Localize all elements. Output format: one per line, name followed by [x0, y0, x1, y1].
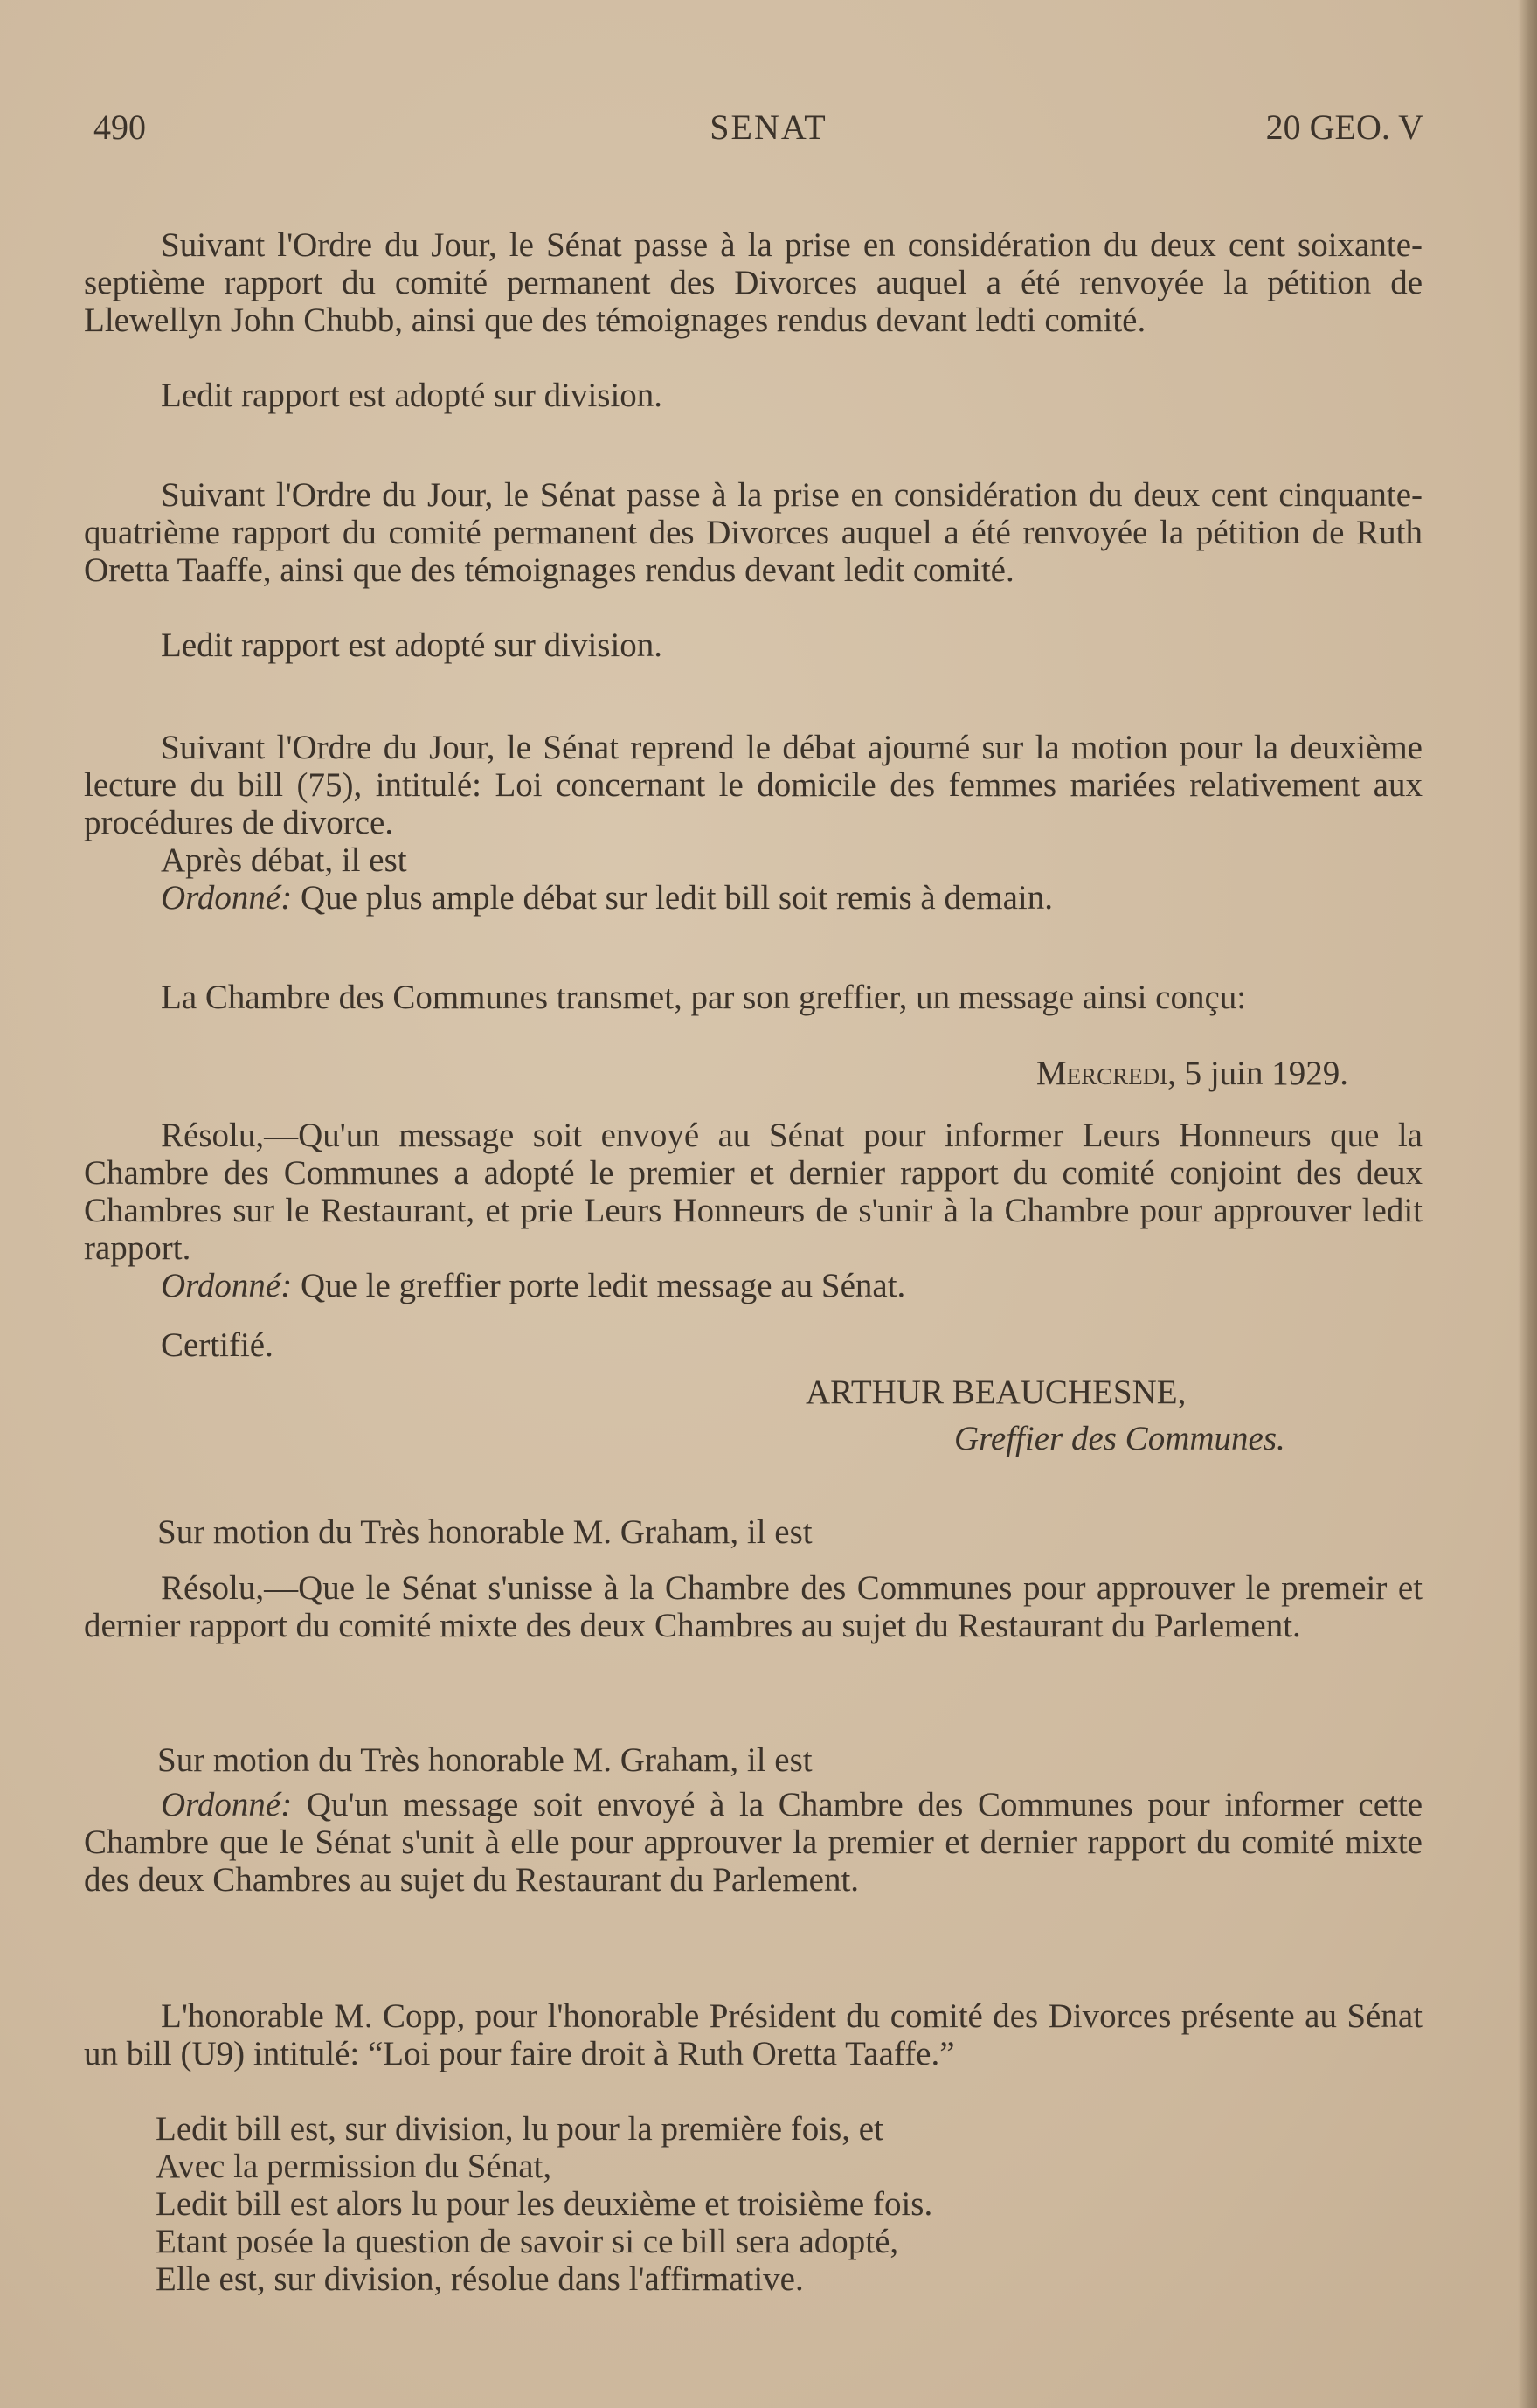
page-header [0, 107, 1537, 156]
date-rest: 5 juin 1929. [1184, 1055, 1348, 1092]
section-7-line-1: Ledit bill est, sur division, lu pour la première fois, et [156, 2110, 883, 2148]
section-4-paragraph: La Chambre des Communes transmet, par son greffier, un message ainsi conçu: [161, 979, 1247, 1016]
section-6-motion: Sur motion du Très honorable M. Graham, il est [157, 1741, 813, 1779]
section-1-result: Ledit rapport est adopté sur division. [161, 377, 663, 414]
page-edge-shadow [1518, 0, 1537, 2408]
regnal-year: 20 GEO. V [1265, 107, 1423, 147]
ordered-text: Qu'un message soit envoyé à la Chambre des Communes pour informer cette Chambre que le Sénat s'unit à elle pour approuver la premier et dernier rapport du comité mixte des deux Chambres au sujet du Restaurant du Parlement. [84, 1786, 1423, 1899]
section-1-paragraph: Suivant l'Ordre du Jour, le Sénat passe à la prise en considération du deux cent soixante-septième rapport du comité permanent des Divorces auquel a été renvoyée la pétition de Llewellyn John Chubb, ainsi que des témoignages rendus devant ledti comité. [84, 226, 1423, 339]
section-7-line-2: Avec la permission du Sénat, [156, 2148, 552, 2185]
signature-title: Greffier des Communes. [954, 1420, 1285, 1457]
section-3-paragraph: Suivant l'Ordre du Jour, le Sénat reprend le débat ajourné sur la motion pour la deuxième lecture du bill (75), intitulé: Loi concernant le domicile des femmes mariées relativement aux procédures de divorce. [84, 729, 1423, 841]
section-7-line-5: Elle est, sur division, résolue dans l'affirmative. [156, 2260, 804, 2298]
section-2-result: Ledit rapport est adopté sur division. [161, 626, 663, 664]
ordered-text: Que plus ample débat sur ledit bill soit remis à demain. [300, 879, 1054, 917]
date-day: Mercredi, [1035, 1055, 1176, 1092]
signature-name: ARTHUR BEAUCHESNE, [806, 1374, 1187, 1411]
section-3-order [161, 879, 1053, 917]
page-title: SENAT [710, 107, 827, 147]
section-4-order [161, 1267, 905, 1304]
certified-text: Certifié. [161, 1326, 273, 1364]
ordered-label: Ordonné: [161, 879, 293, 917]
section-7-paragraph: L'honorable M. Copp, pour l'honorable Président du comité des Divorces présente au Sénat un bill (U9) intitulé: “Loi pour faire droit à Ruth Oretta Taaffe.” [84, 1997, 1423, 2072]
message-resolution: Résolu,—Qu'un message soit envoyé au Sénat pour informer Leurs Honneurs que la Chambre des Communes a adopté le premier et dernier rapport du comité conjoint des deux Chambres sur le Restaurant, et prie Leurs Honneurs de s'unir à la Chambre pour approuver ledit rapport. [84, 1117, 1423, 1267]
ordered-label: Ordonné: [161, 1267, 293, 1304]
page-number: 490 [93, 107, 146, 147]
section-7-line-4: Etant posée la question de savoir si ce bill sera adopté, [156, 2223, 899, 2260]
section-6-order [84, 1786, 1423, 1899]
ordered-label: Ordonné: [161, 1786, 293, 1823]
section-5-resolution: Résolu,—Que le Sénat s'unisse à la Chambre des Communes pour approuver le premeir et dernier rapport du comité mixte des deux Chambres au sujet du Restaurant du Parlement. [84, 1569, 1423, 1644]
section-5-motion: Sur motion du Très honorable M. Graham, il est [157, 1513, 813, 1551]
section-3-after-debate: Après débat, il est [161, 841, 407, 879]
section-7-line-3: Ledit bill est alors lu pour les deuxième et troisième fois. [156, 2185, 933, 2223]
section-2-paragraph: Suivant l'Ordre du Jour, le Sénat passe à la prise en considération du deux cent cinquante-quatrième rapport du comité permanent des Divorces auquel a été renvoyée la pétition de Ruth Oretta Taaffe, ainsi que des témoignages rendus devant ledit comité. [84, 476, 1423, 589]
message-date [1036, 1055, 1348, 1092]
ordered-text: Que le greffier porte ledit message au Sénat. [300, 1267, 906, 1304]
